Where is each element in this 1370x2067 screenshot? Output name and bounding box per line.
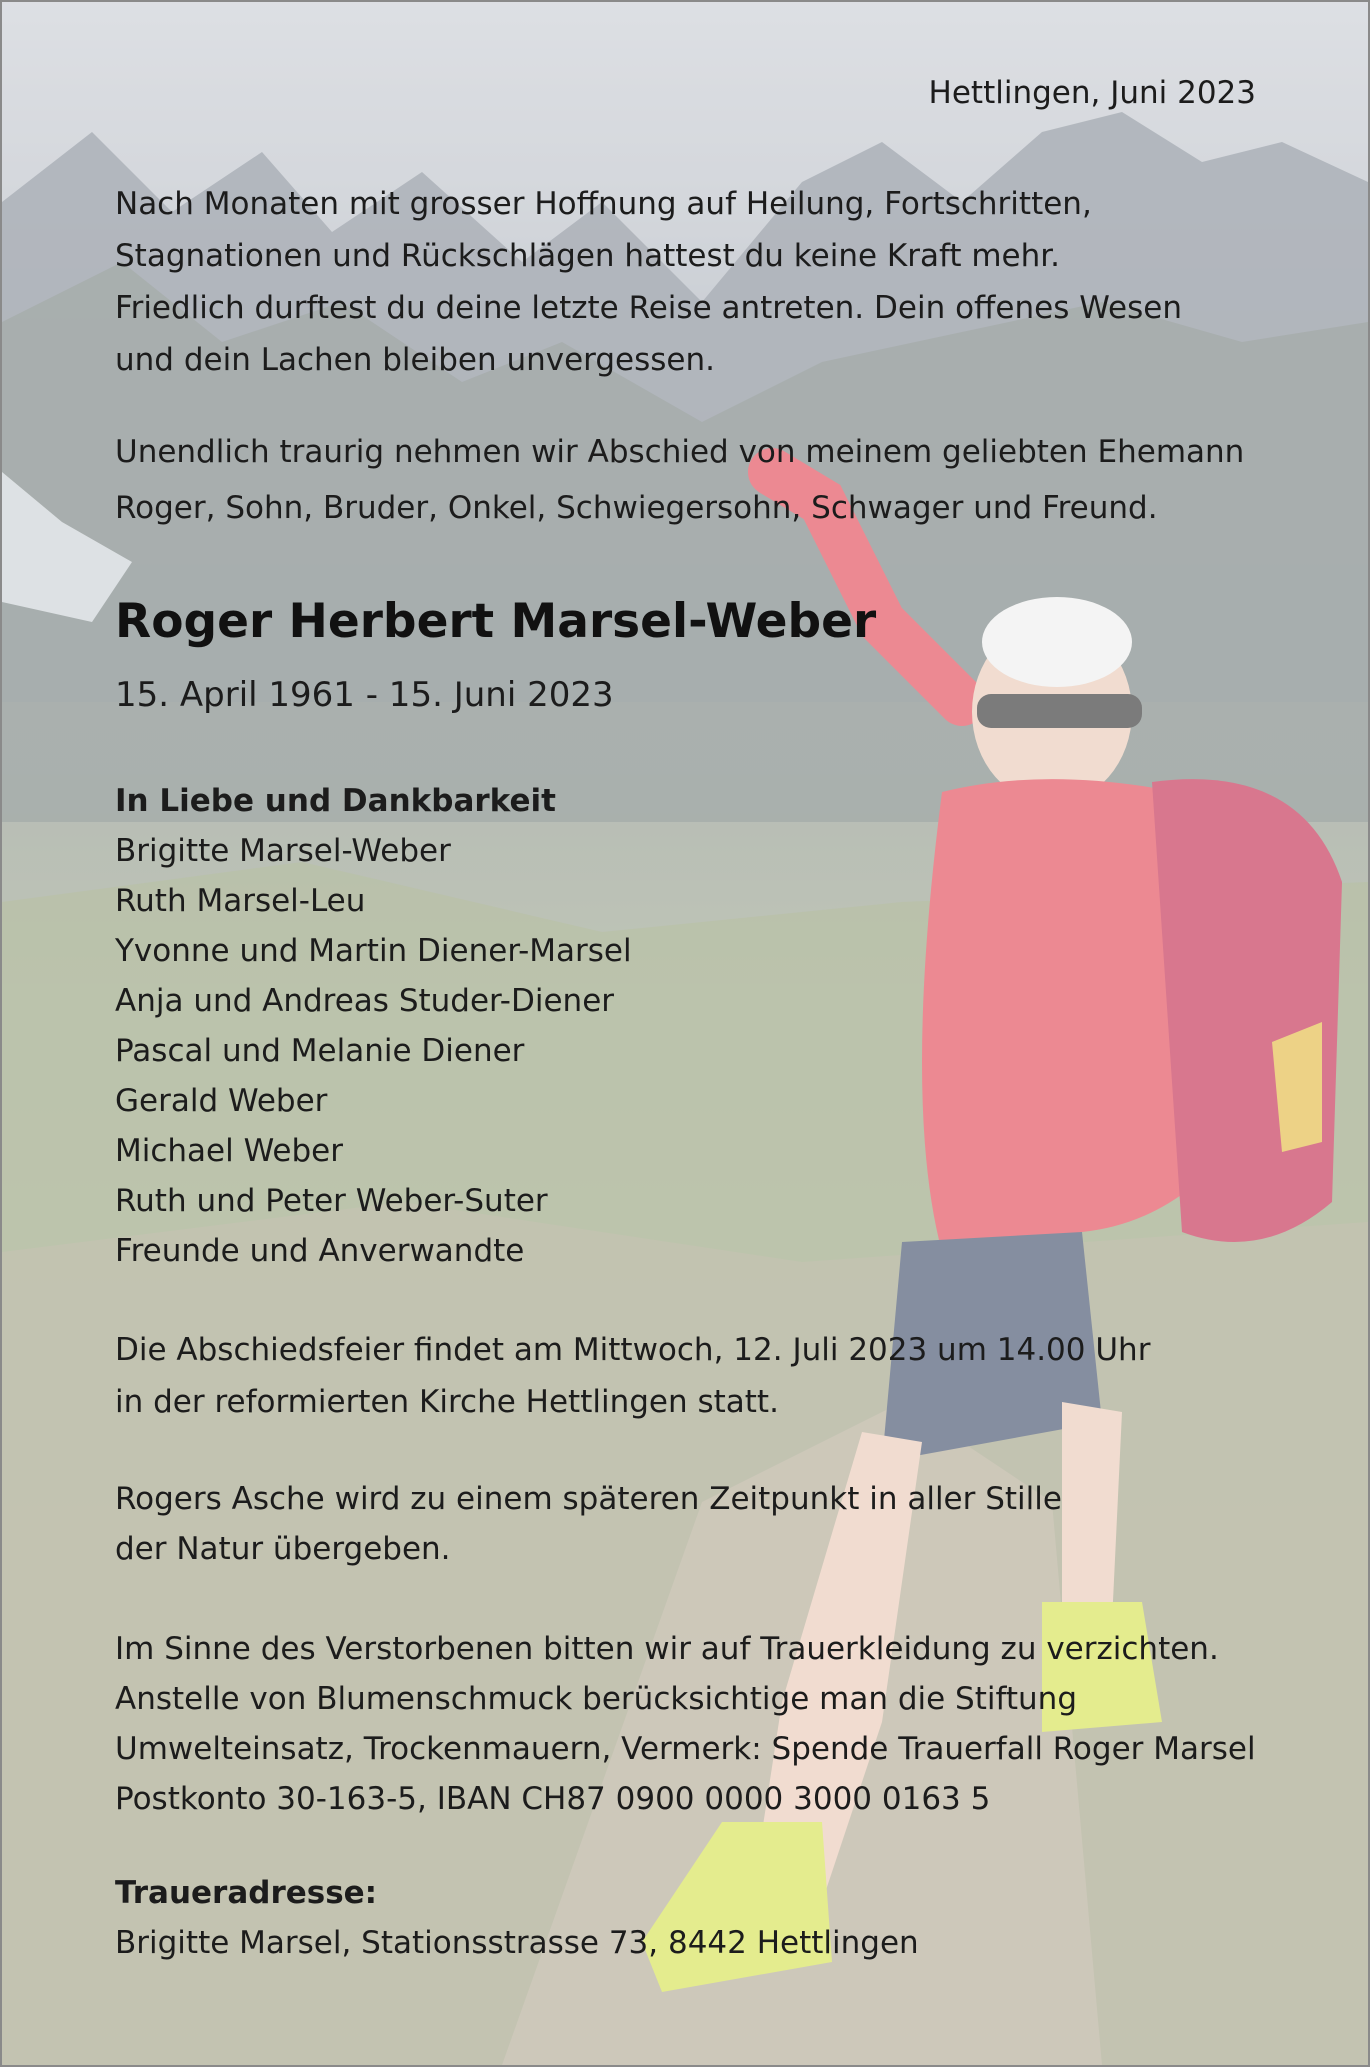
farewell-line: Roger, Sohn, Bruder, Onkel, Schwiegersohn, Schwager und Freund. xyxy=(115,490,1158,526)
ceremony-line: in der reformierten Kirche Hettlingen statt. xyxy=(115,1384,779,1420)
intro-line: und dein Lachen bleiben unvergessen. xyxy=(115,342,715,378)
mourner-name: Yvonne und Martin Diener-Marsel xyxy=(115,933,632,969)
mourner-name: Ruth Marsel-Leu xyxy=(115,883,366,919)
intro-line: Stagnationen und Rückschlägen hattest du keine Kraft mehr. xyxy=(115,238,1061,274)
donation-line: Umwelteinsatz, Trockenmauern, Vermerk: Spende Trauerfall Roger Marsel xyxy=(115,1731,1256,1767)
ashes-line: der Natur übergeben. xyxy=(115,1531,451,1567)
obituary-text xyxy=(2,2,1368,2065)
mourner-name: Michael Weber xyxy=(115,1133,343,1169)
intro-line: Nach Monaten mit grosser Hoffnung auf Heilung, Fortschritten, xyxy=(115,186,1092,222)
mourner-name: Pascal und Melanie Diener xyxy=(115,1033,525,1069)
farewell-paragraph xyxy=(115,424,1265,536)
mourner-name: Anja und Andreas Studer-Diener xyxy=(115,983,615,1019)
address-title: Traueradresse: xyxy=(115,1875,378,1911)
donation-paragraph xyxy=(115,1624,1335,1824)
donation-line: Anstelle von Blumenschmuck berücksichtige man die Stiftung xyxy=(115,1681,1077,1717)
farewell-line: Unendlich traurig nehmen wir Abschied von meinem geliebten Ehemann xyxy=(115,434,1245,470)
place-date: Hettlingen, Juni 2023 xyxy=(928,75,1256,111)
ceremony-line: Die Abschiedsfeier findet am Mittwoch, 12. Juli 2023 um 14.00 Uhr xyxy=(115,1332,1151,1368)
intro-line: Friedlich durftest du deine letzte Reise antreten. Dein offenes Wesen xyxy=(115,290,1182,326)
mourner-name: Freunde und Anverwandte xyxy=(115,1233,525,1269)
mourner-name: Gerald Weber xyxy=(115,1083,328,1119)
donation-line: Postkonto 30-163-5, IBAN CH87 0900 0000 3000 0163 5 xyxy=(115,1781,991,1817)
mourning-address: Brigitte Marsel, Stationsstrasse 73, 8442 Hettlingen xyxy=(115,1925,919,1961)
mourner-name: Brigitte Marsel-Weber xyxy=(115,833,451,869)
intro-paragraph xyxy=(115,178,1245,386)
ashes-paragraph xyxy=(115,1474,1265,1574)
mourners-list xyxy=(115,776,915,1276)
mourner-name: Ruth und Peter Weber-Suter xyxy=(115,1183,548,1219)
ceremony-paragraph xyxy=(115,1324,1265,1428)
deceased-name: Roger Herbert Marsel-Weber xyxy=(115,594,877,649)
mourners-title: In Liebe und Dankbarkeit xyxy=(115,783,556,819)
ashes-line: Rogers Asche wird zu einem späteren Zeitpunkt in aller Stille xyxy=(115,1481,1062,1517)
donation-line: Im Sinne des Verstorbenen bitten wir auf Trauerkleidung zu verzichten. xyxy=(115,1631,1219,1667)
life-dates: 15. April 1961 - 15. Juni 2023 xyxy=(115,675,614,715)
